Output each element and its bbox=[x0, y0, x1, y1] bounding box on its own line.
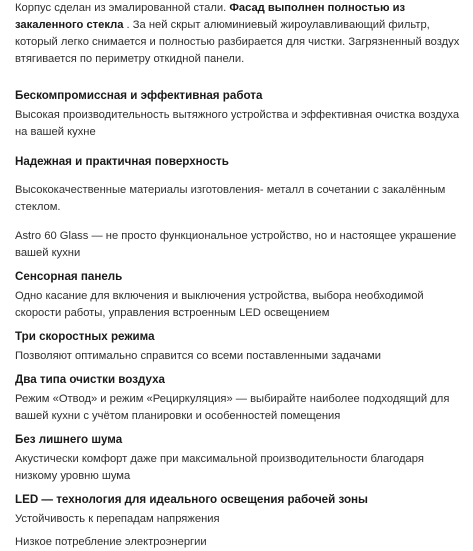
feature-text: Низкое потребление электроэнергии bbox=[15, 536, 207, 548]
feature-heading: Три скоростных режима bbox=[15, 330, 155, 343]
feature-text: Одно касание для включения и выключения устройства, выбора необходимой скорости работы, управления встроенным LED освещением bbox=[15, 290, 424, 319]
feature-text: Высокая производительность вытяжного устройства и эффективная очистка воздуха на вашей кухне bbox=[15, 109, 460, 138]
feature-text: Режим «Отвод» и режим «Рециркуляция» — выбирайте наиболее подходящий для вашей кухни с учётом планировки и особенностей помещения bbox=[15, 393, 450, 422]
feature-heading: Бескомпромиссная и эффективная работа bbox=[15, 89, 263, 102]
feature-heading: Сенсорная панель bbox=[15, 270, 123, 283]
feature-section bbox=[15, 491, 461, 551]
intro-text-2: . За ней скрыт алюминиевый жироулавливающий фильтр, который легко снимается и полностью разбирается для чистки. Загрязненный воздух втягивается по периметру откидной панели. bbox=[15, 19, 460, 65]
intro-text-1: Корпус сделан из эмалированной стали. bbox=[15, 2, 230, 14]
intro-bold-text: Фасад выполнен полностью из закаленного стекла bbox=[15, 2, 406, 31]
feature-text: Высококачественные материалы изготовления- металл в сочетании с закалённым стеклом. bbox=[15, 184, 446, 213]
feature-text: Устойчивость к перепадам напряжения bbox=[15, 513, 220, 525]
feature-heading: Два типа очистки воздуха bbox=[15, 373, 165, 386]
feature-heading: Надежная и практичная поверхность bbox=[15, 155, 229, 168]
feature-section bbox=[15, 153, 461, 262]
feature-section bbox=[15, 431, 461, 485]
feature-text: Astro 60 Glass — не просто функциональное устройство, но и настоящее украшение вашей кухни bbox=[15, 230, 457, 259]
feature-section bbox=[15, 328, 461, 365]
feature-text: Позволяют оптимально справится со всеми поставленными задачами bbox=[15, 350, 382, 362]
feature-heading: Без лишнего шума bbox=[15, 433, 123, 446]
feature-heading: LED — технология для идеального освещения рабочей зоны bbox=[15, 493, 368, 506]
feature-section bbox=[15, 87, 461, 141]
feature-text: Акустически комфорт даже при максимальной производительности благодаря низкому уровню шума bbox=[15, 453, 424, 482]
feature-section bbox=[15, 371, 461, 425]
intro-paragraph bbox=[15, 0, 461, 68]
feature-section bbox=[15, 268, 461, 322]
